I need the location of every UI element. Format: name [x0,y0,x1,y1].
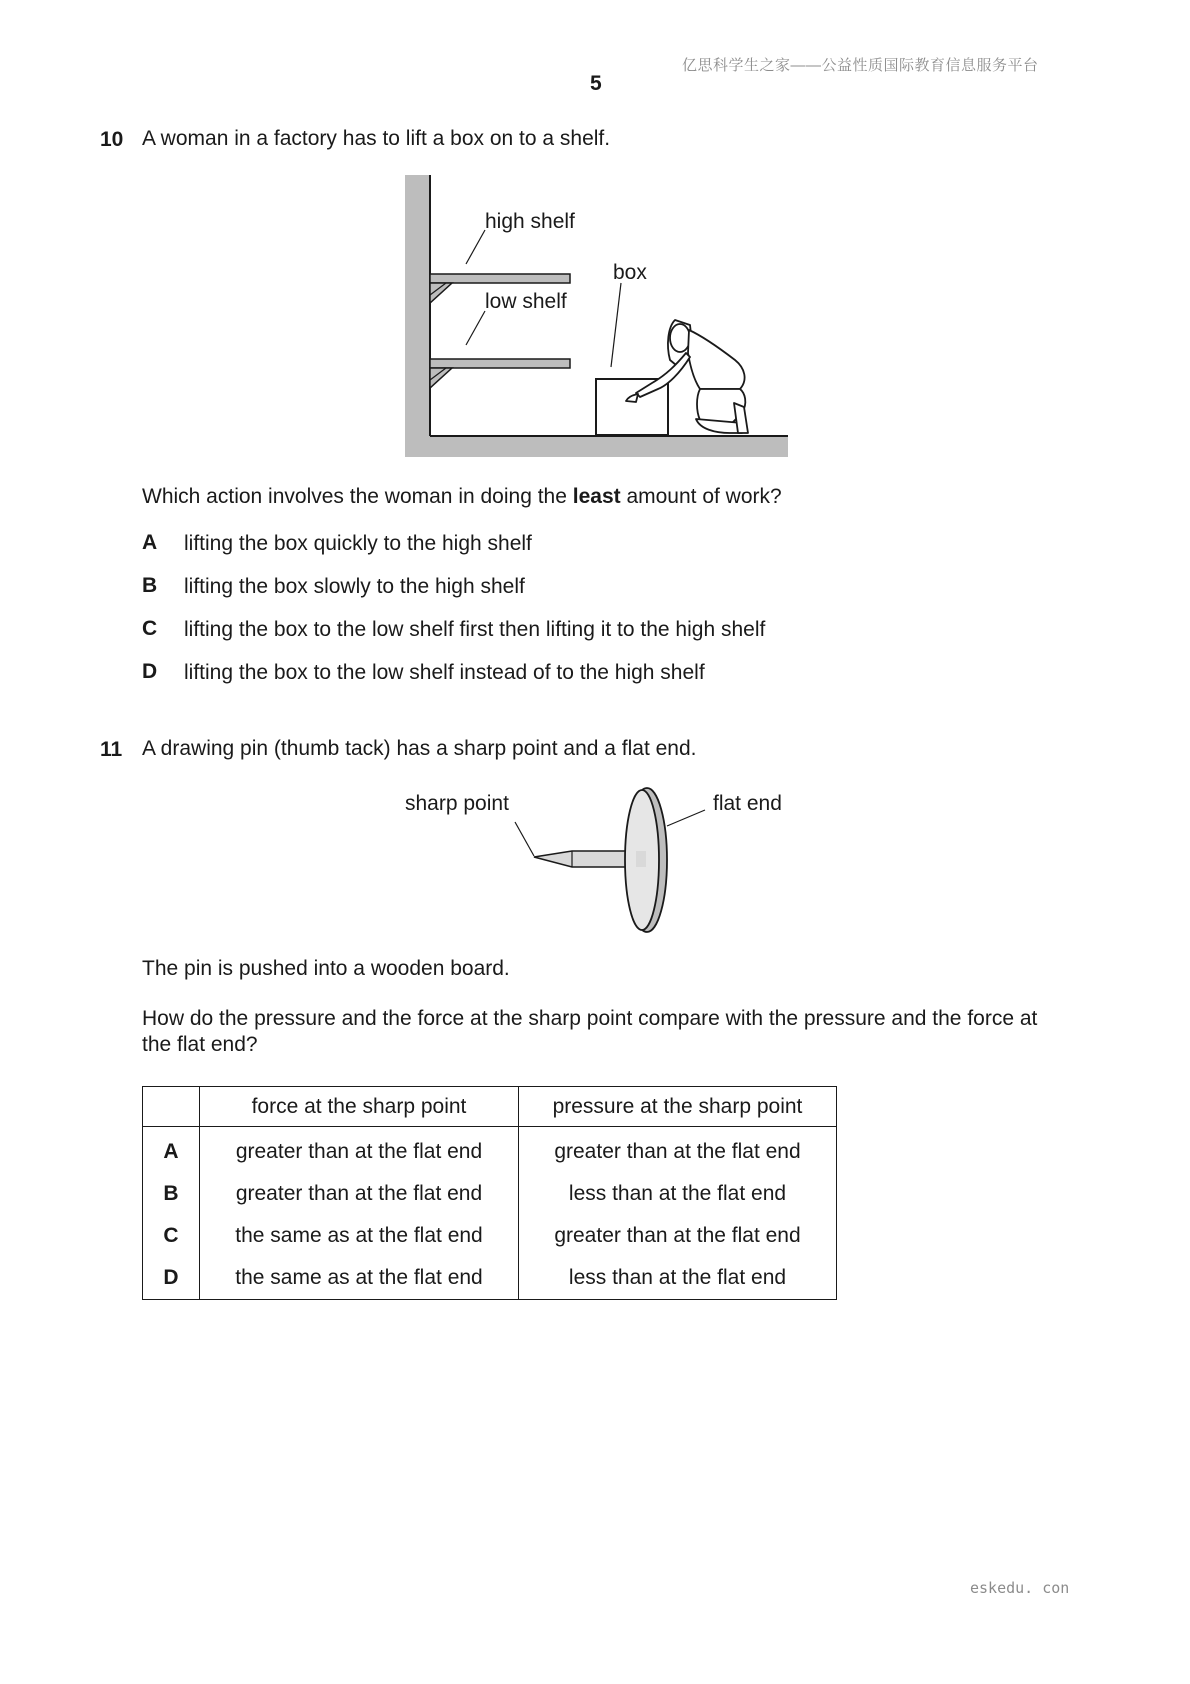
table-row[interactable] [143,1215,837,1257]
watermark-text: 亿思科学生之家——公益性质国际教育信息服务平台 [682,57,1039,74]
row-letter: A [143,1127,200,1174]
option-c[interactable] [142,617,766,641]
option-letter: B [142,574,158,597]
question-number-10: 10 [100,128,124,151]
option-text: lifting the box to the low shelf instead of to the high shelf [184,661,705,684]
low-shelf-leader [466,311,485,345]
table-header-blank [143,1087,200,1127]
low-shelf [430,359,570,388]
row-letter: C [143,1215,200,1257]
question-10-stem: A woman in a factory has to lift a box on to a shelf. [142,127,611,150]
shelf-diagram [400,175,800,460]
row-pressure: less than at the flat end [519,1173,837,1215]
flat-end-leader [667,810,705,826]
row-force: greater than at the flat end [200,1173,519,1215]
answer-table [142,1086,837,1300]
row-force: the same as at the flat end [200,1257,519,1300]
option-text: lifting the box quickly to the high shelf [184,532,532,555]
option-a[interactable] [142,531,532,555]
footer-site-text: eskedu. con [970,1579,1070,1597]
label-sharp-point: sharp point [405,792,509,815]
table-row[interactable] [143,1127,837,1174]
table-header-pressure: pressure at the sharp point [519,1087,837,1127]
option-text: lifting the box to the low shelf first then lifting it to the high shelf [184,618,766,641]
label-box: box [613,261,647,284]
option-b[interactable] [142,574,525,598]
table-header-force: force at the sharp point [200,1087,519,1127]
drawing-pin-diagram [400,780,800,940]
row-force: greater than at the flat end [200,1127,519,1174]
prompt-part-1: Which action involves the woman in doing the [142,485,573,508]
row-letter: B [143,1173,200,1215]
row-pressure: greater than at the flat end [519,1127,837,1174]
label-high-shelf: high shelf [485,210,575,233]
option-letter: D [142,660,158,683]
option-letter: C [142,617,158,640]
prompt-part-2: amount of work? [620,485,782,508]
page-number: 5 [590,72,602,95]
table-row[interactable] [143,1257,837,1300]
row-pressure: less than at the flat end [519,1257,837,1300]
option-letter: A [142,531,158,554]
high-shelf-leader [466,230,485,264]
row-pressure: greater than at the flat end [519,1215,837,1257]
box-leader [611,283,621,367]
question-11-prompt-line-2: the flat end? [142,1033,258,1056]
sharp-point-leader [515,822,534,856]
prompt-emphasis: least [572,485,621,508]
question-11-prompt-line-1: How do the pressure and the force at the sharp point compare with the pressure and the force at [142,1007,1038,1030]
table-header-row [143,1087,837,1127]
question-10-prompt [142,484,782,510]
question-11-statement: The pin is pushed into a wooden board. [142,957,510,980]
option-d[interactable] [142,660,705,684]
question-11-stem: A drawing pin (thumb tack) has a sharp point and a flat end. [142,737,697,760]
label-low-shelf: low shelf [485,290,567,313]
label-flat-end: flat end [713,792,782,815]
row-letter: D [143,1257,200,1300]
table-row[interactable] [143,1173,837,1215]
question-number-11: 11 [100,738,123,761]
row-force: the same as at the flat end [200,1215,519,1257]
option-text: lifting the box slowly to the high shelf [184,575,525,598]
